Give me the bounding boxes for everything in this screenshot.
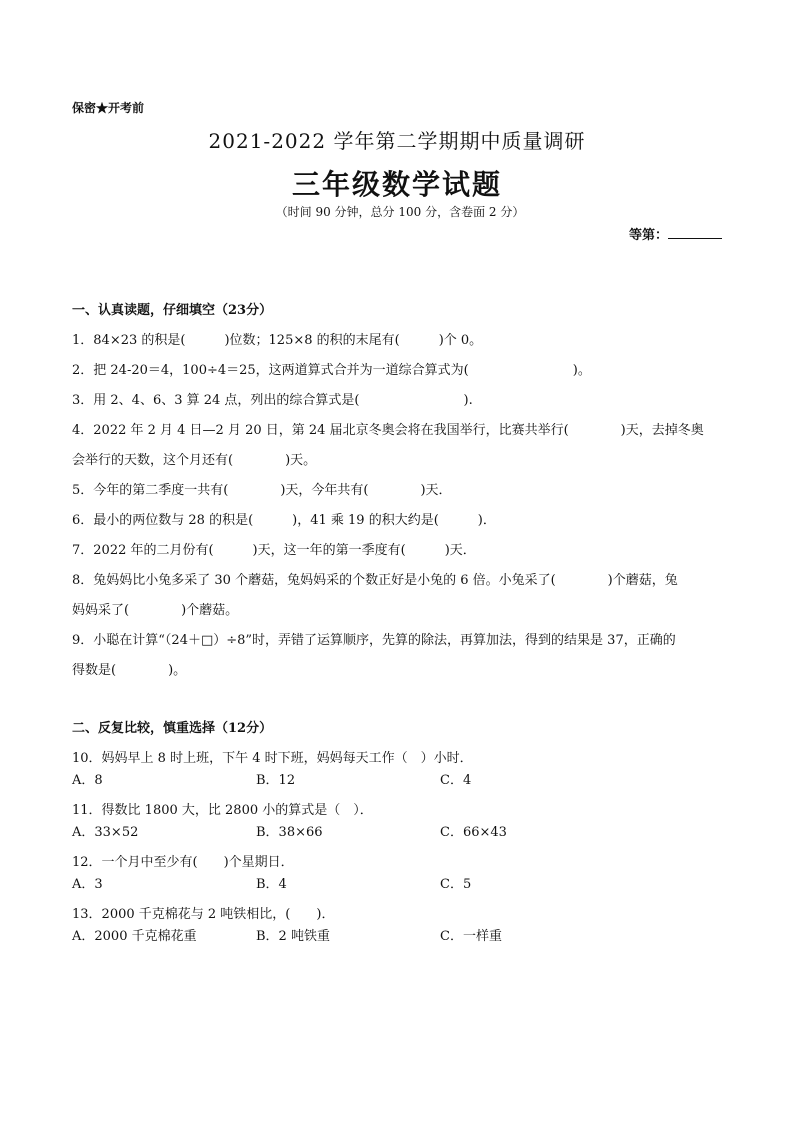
section-2-heading: 二、反复比较，慎重选择（12分） bbox=[72, 721, 273, 736]
option-a: A．2000 千克棉花重 bbox=[72, 929, 197, 944]
question-4-line1: 4．2022 年 2 月 4 日—2 月 20 日，第 24 届北京冬奥会将在我国举行，比赛共举行( )天，去掉冬奥 bbox=[72, 423, 704, 438]
question-10-options bbox=[72, 770, 722, 792]
question-7: 7．2022 年的二月份有( )天，这一年的第一季度有( )天． bbox=[72, 543, 476, 558]
question-1: 1．84×23 的积是( )位数；125×8 的积的末尾有( )个 0。 bbox=[72, 333, 483, 348]
question-11-options bbox=[72, 822, 722, 844]
question-5: 5．今年的第二季度一共有( )天，今年共有( )天． bbox=[72, 483, 452, 498]
confidential-label: 保密★开考前 bbox=[72, 101, 145, 115]
question-4-line2: 会举行的天数，这个月还有( )天。 bbox=[72, 453, 317, 468]
exam-term-title: 2021-2022 学年第二学期期中质量调研 bbox=[208, 129, 586, 153]
question-9-line1: 9．小聪在计算“（24＋□）÷8”时，弄错了运算顺序，先算的除法，再算加法，得到的结果是 37，正确的 bbox=[72, 633, 676, 648]
question-13: 13．2000 千克棉花与 2 吨铁相比，( )． bbox=[72, 907, 335, 922]
question-10: 10．妈妈早上 8 时上班，下午 4 时下班，妈妈每天工作（ ）小时． bbox=[72, 751, 473, 766]
option-c: C．66×43 bbox=[440, 825, 507, 840]
option-c: C．一样重 bbox=[440, 929, 502, 944]
question-8-line2: 妈妈采了( )个蘑菇。 bbox=[72, 603, 239, 618]
exam-info: （时间 90 分钟，总分 100 分，含卷面 2 分） bbox=[275, 205, 525, 219]
option-b: B．12 bbox=[256, 773, 296, 788]
section-1-heading: 一、认真读题，仔细填空（23分） bbox=[72, 303, 273, 318]
option-a: A．3 bbox=[72, 877, 103, 892]
question-6: 6．最小的两位数与 28 的积是( )，41 乘 19 的积大约是( )． bbox=[72, 513, 496, 528]
question-8-line1: 8．兔妈妈比小兔多采了 30 个蘑菇，兔妈妈采的个数正好是小兔的 6 倍。小兔采了( )个蘑菇，兔 bbox=[72, 573, 678, 588]
grade-blank bbox=[668, 226, 722, 239]
question-3: 3．用 2、4、6、3 算 24 点，列出的综合算式是( ). bbox=[72, 393, 473, 408]
question-13-options bbox=[72, 926, 722, 948]
section-gap bbox=[72, 682, 722, 718]
question-2: 2．把 24-20＝4，100÷4＝25，这两道算式合并为一道综合算式为( )。 bbox=[72, 363, 591, 378]
option-b: B．4 bbox=[256, 877, 287, 892]
grade-label: 等第： bbox=[628, 228, 668, 243]
option-c: C．5 bbox=[440, 877, 472, 892]
option-a: A．33×52 bbox=[72, 825, 139, 840]
option-c: C．4 bbox=[440, 773, 472, 788]
option-b: B．38×66 bbox=[256, 825, 323, 840]
exam-title: 三年级数学试题 bbox=[291, 168, 502, 201]
question-12-options bbox=[72, 874, 722, 896]
question-9-line2: 得数是( )。 bbox=[72, 663, 187, 678]
question-12: 12．一个月中至少有( )个星期日． bbox=[72, 855, 294, 870]
question-11: 11．得数比 1800 大，比 2800 小的算式是（ ）． bbox=[72, 803, 373, 818]
option-b: B．2 吨铁重 bbox=[256, 929, 330, 944]
grade-field bbox=[629, 224, 722, 243]
exam-content bbox=[72, 300, 722, 948]
option-a: A．8 bbox=[72, 773, 103, 788]
